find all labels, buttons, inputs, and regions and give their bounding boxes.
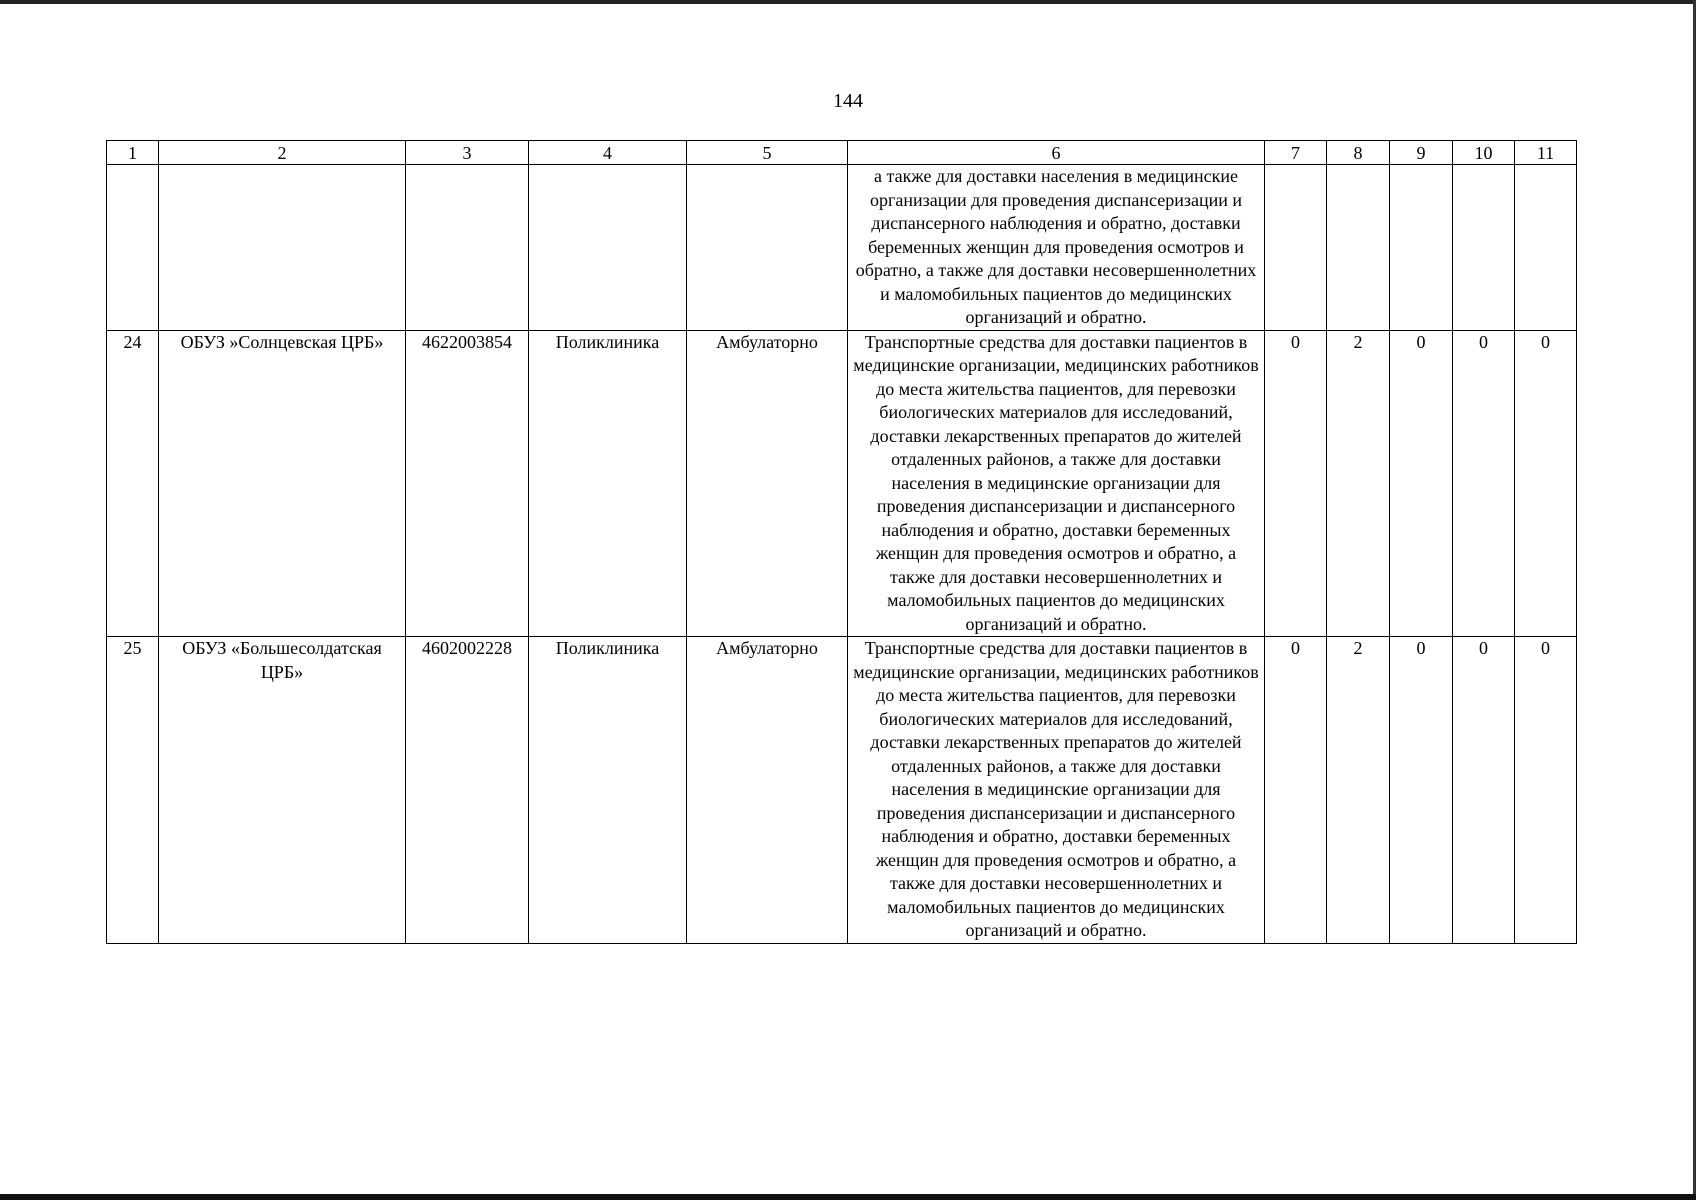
cell-type: Поликлиника	[529, 637, 687, 944]
cell-c11	[1515, 165, 1577, 331]
page-number: 144	[833, 90, 863, 112]
cell-description: Транспортные средства для доставки пациентов в медицинские организации, медицинских работников до места жительства пациентов, для перевозки биологических материалов для исследований, доставки лекарственных препаратов до жителей отдаленных районов, а также для доставки населения в медицинские организации для проведения диспансеризации и диспансерного наблюдения и обратно, доставки беременных женщин для проведения осмотров и обратно, а также для доставки несовершеннолетних и маломобильных пациентов до медицинских организаций и обратно.	[848, 637, 1265, 944]
column-header: 7	[1265, 141, 1327, 165]
column-header: 3	[406, 141, 529, 165]
column-header: 5	[687, 141, 848, 165]
column-header: 10	[1453, 141, 1515, 165]
column-header: 2	[159, 141, 406, 165]
table-row	[107, 330, 1577, 637]
cell-type: Поликлиника	[529, 330, 687, 637]
cell-mode	[687, 165, 848, 331]
cell-c9: 0	[1390, 330, 1453, 637]
cell-c9	[1390, 165, 1453, 331]
cell-inn: 4602002228	[406, 637, 529, 944]
cell-c8: 2	[1327, 637, 1390, 944]
cell-c7: 0	[1265, 330, 1327, 637]
cell-org: ОБУЗ «Большесолдатская ЦРБ»	[159, 637, 406, 944]
cell-c11: 0	[1515, 330, 1577, 637]
cell-c7: 0	[1265, 637, 1327, 944]
column-header: 1	[107, 141, 159, 165]
cell-type	[529, 165, 687, 331]
cell-c9: 0	[1390, 637, 1453, 944]
cell-c10: 0	[1453, 330, 1515, 637]
cell-org: ОБУЗ »Солнцевская ЦРБ»	[159, 330, 406, 637]
table-row	[107, 637, 1577, 944]
header-row	[107, 141, 1577, 165]
column-header: 6	[848, 141, 1265, 165]
column-header: 4	[529, 141, 687, 165]
column-header: 8	[1327, 141, 1390, 165]
cell-org	[159, 165, 406, 331]
cell-mode: Амбулаторно	[687, 637, 848, 944]
cell-description: а также для доставки населения в медицинские организации для проведения диспансеризации и диспансерного наблюдения и обратно, доставки беременных женщин для проведения осмотров и обратно, а также для доставки несовершеннолетних и маломобильных пациентов до медицинских организаций и обратно.	[848, 165, 1265, 331]
table-row-continuation	[107, 165, 1577, 331]
cell-description: Транспортные средства для доставки пациентов в медицинские организации, медицинских работников до места жительства пациентов, для перевозки биологических материалов для исследований, доставки лекарственных препаратов до жителей отдаленных районов, а также для доставки населения в медицинские организации для проведения диспансеризации и диспансерного наблюдения и обратно, доставки беременных женщин для проведения осмотров и обратно, а также для доставки несовершеннолетних и маломобильных пациентов до медицинских организаций и обратно.	[848, 330, 1265, 637]
column-header: 9	[1390, 141, 1453, 165]
cell-c8: 2	[1327, 330, 1390, 637]
cell-inn	[406, 165, 529, 331]
cell-c11: 0	[1515, 637, 1577, 944]
cell-num: 25	[107, 637, 159, 944]
cell-c10	[1453, 165, 1515, 331]
cell-num: 24	[107, 330, 159, 637]
cell-num	[107, 165, 159, 331]
cell-inn: 4622003854	[406, 330, 529, 637]
scan-border-bottom	[0, 1194, 1696, 1200]
cell-c7	[1265, 165, 1327, 331]
column-header: 11	[1515, 141, 1577, 165]
data-table	[106, 140, 1577, 944]
cell-mode: Амбулаторно	[687, 330, 848, 637]
cell-c10: 0	[1453, 637, 1515, 944]
scan-border-top	[0, 0, 1696, 4]
cell-c8	[1327, 165, 1390, 331]
